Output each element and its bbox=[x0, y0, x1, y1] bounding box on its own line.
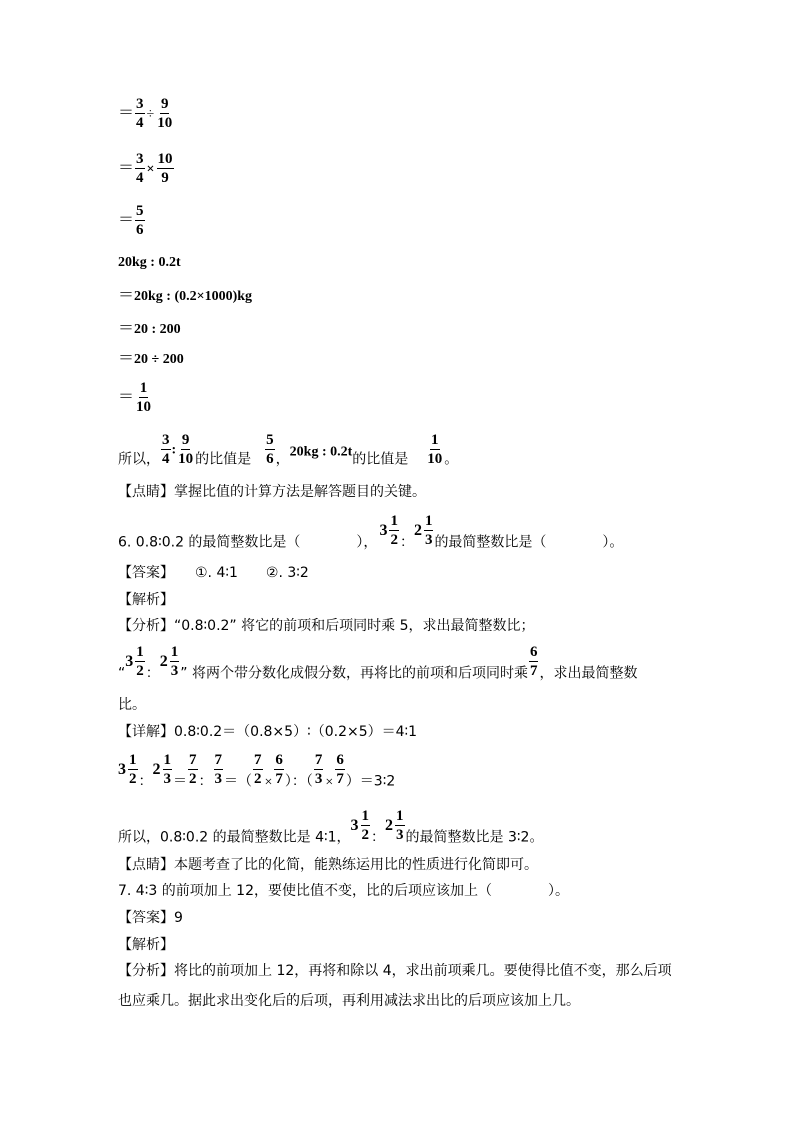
calc-line-2: ＝ $\frac{3}{4}$ × $\frac{10}{9}$ bbox=[118, 151, 173, 186]
mixed-number: 3 $\frac{1}{2}$ bbox=[379, 513, 398, 548]
calc-line-4: 20kg : 0.2t bbox=[118, 255, 181, 270]
calc-line-7: ＝20 ÷ 200 bbox=[118, 350, 184, 367]
conclusion-q6: 所以，0.8∶0.2 的最简整数比是 4∶1， 3 $\frac{1}{2}$ ： 2 $\frac{1}{3}$ 的最简整数比是 3∶2。 bbox=[118, 808, 544, 846]
mixed-number: 3 $\frac{1}{2}$ bbox=[350, 808, 370, 843]
mixed-number: 2 $\frac{1}{3}$ bbox=[159, 644, 179, 679]
fraction: $\frac{1}{10}$ bbox=[136, 380, 152, 415]
analysis-q6-3: 比。 bbox=[118, 697, 146, 713]
calc-line-6: ＝20 : 200 bbox=[118, 320, 181, 337]
detail-q6-2: 3 $\frac{1}{2}$ ： 2 $\frac{1}{3}$ ＝ $\frac{7}{2}$ ： $\frac{7}{3}$ ＝（ $\frac{7}{2}$ × $\frac{6}{7}$ ）：（ $\frac{7}{3}$ × $\frac{6}{7}$ ）＝3∶2 bbox=[118, 752, 396, 790]
calc-line-1: ＝ $\frac{3}{4}$ ÷ $\frac{9}{10}$ bbox=[118, 96, 173, 131]
fraction: $\frac{9}{10}$ bbox=[157, 96, 173, 131]
analysis-q7-2: 也应乘几。据此求出变化后的后项，再利用减法求出比的后项应该加上几。 bbox=[118, 993, 580, 1009]
calc-line-3: ＝ $\frac{5}{6}$ bbox=[118, 203, 144, 238]
fraction: $\frac{3}{4}$ bbox=[136, 96, 144, 131]
calc-line-5: ＝20kg : (0.2×1000)kg bbox=[118, 287, 253, 304]
fraction: $\frac{10}{9}$ bbox=[157, 151, 173, 186]
answer-q6: 【答案】 ①. 4∶1 ②. 3∶2 bbox=[118, 565, 309, 581]
conclusion-q5: 所以， $\frac{3}{4}$ : $\frac{9}{10}$ 的比值是 $\frac{5}{6}$ ，20kg : 0.2t的比值是 $\frac{1}{10}$ 。 bbox=[118, 432, 459, 468]
question-6: 6. 0.8∶0.2 的最简整数比是（ ）， 3 $\frac{1}{2}$ ： 2 $\frac{1}{3}$ 的最简整数比是（ ）。 bbox=[118, 513, 624, 551]
detail-q6-1: 【详解】0.8∶0.2＝（0.8×5）∶（0.2×5）＝4∶1 bbox=[118, 724, 418, 740]
tip-q5: 【点睛】掌握比值的计算方法是解答题目的关键。 bbox=[118, 484, 426, 500]
mixed-number: 2 $\frac{1}{3}$ bbox=[385, 808, 404, 843]
analysis-q6-1: 【分析】“0.8∶0.2” 将它的前项和后项同时乘 5，求出最简整数比； bbox=[118, 618, 535, 634]
analysis-q6-2: “ 3 $\frac{1}{2}$ ： 2 $\frac{1}{3}$ ” 将两个带分数化成假分数，再将比的前项和后项同时乘 $\frac{6}{7}$ ，求出最简整数 bbox=[118, 644, 638, 682]
fraction: $\frac{3}{4}$ bbox=[136, 151, 144, 186]
tip-q6: 【点睛】本题考查了比的化简，能熟练运用比的性质进行化简即可。 bbox=[118, 857, 538, 873]
question-7: 7. 4∶3 的前项加上 12，要使比值不变，比的后项应该加上（ ）。 bbox=[118, 883, 569, 899]
mixed-number: 3 $\frac{1}{2}$ bbox=[125, 644, 144, 679]
calc-line-8: ＝ $\frac{1}{10}$ bbox=[118, 380, 152, 415]
analysis-heading-q6: 【解析】 bbox=[118, 592, 174, 608]
analysis-heading-q7: 【解析】 bbox=[118, 937, 174, 953]
analysis-q7-1: 【分析】将比的前项加上 12，再将和除以 4，求出前项乘几。要使得比值不变，那么后项 bbox=[118, 963, 672, 979]
mixed-number: 2 $\frac{1}{3}$ bbox=[413, 513, 433, 548]
answer-q7: 【答案】9 bbox=[118, 910, 183, 926]
fraction: $\frac{5}{6}$ bbox=[136, 203, 144, 238]
